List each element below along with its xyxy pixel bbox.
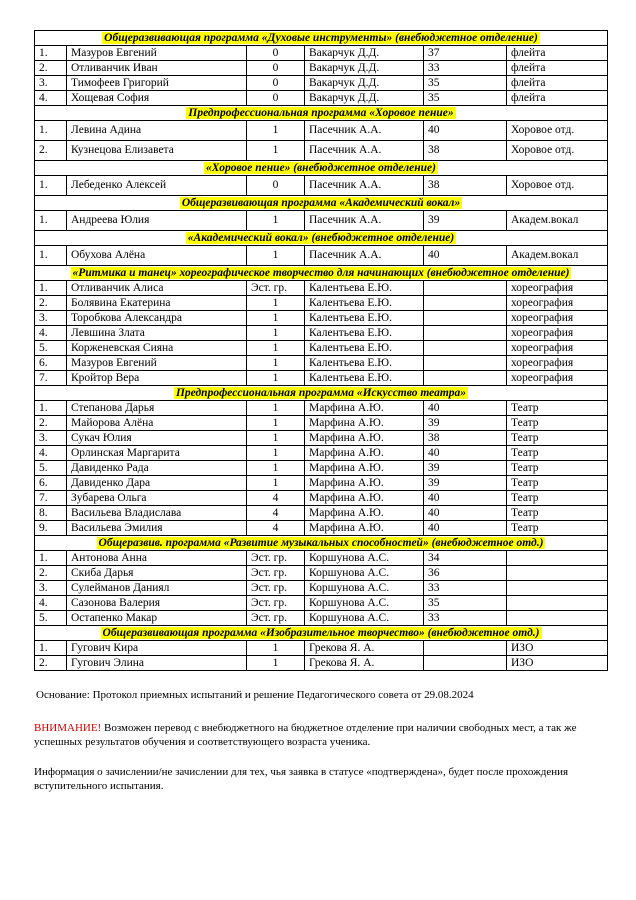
student-row: [35, 656, 608, 671]
student-row: [35, 461, 608, 476]
warning-text: Возможен перевод с внебюджетного на бюджетное отделение при наличии свободных мест, а так же успешных результатов обучения и соответствующего возраста ученика.: [34, 722, 577, 748]
department-cell: [507, 566, 608, 581]
student-name-cell: Давиденко Дара: [67, 476, 247, 491]
section-header-row: [35, 196, 608, 211]
score-cell: 40: [424, 401, 507, 416]
student-row: [35, 121, 608, 141]
section-header-cell: [35, 161, 608, 176]
student-row: [35, 611, 608, 626]
section-header-cell: [35, 536, 608, 551]
group-cell: Эст. гр.: [247, 596, 305, 611]
section-header-cell: [35, 196, 608, 211]
teacher-cell: Марфина А.Ю.: [305, 446, 424, 461]
student-row: [35, 581, 608, 596]
student-name-cell: Васильева Эмилия: [67, 521, 247, 536]
score-cell: [424, 296, 507, 311]
group-cell: 4: [247, 491, 305, 506]
row-number-cell: 5.: [35, 461, 67, 476]
teacher-cell: Калентьева Е.Ю.: [305, 356, 424, 371]
student-name-cell: Скиба Дарья: [67, 566, 247, 581]
section-title: Предпрофессиональная программа «Хоровое пение»: [188, 106, 454, 119]
score-cell: 40: [424, 246, 507, 266]
student-row: [35, 641, 608, 656]
student-row: [35, 341, 608, 356]
student-row: [35, 401, 608, 416]
enrollment-table-body: [35, 31, 608, 671]
row-number-cell: 4.: [35, 596, 67, 611]
student-name-cell: Андреева Юлия: [67, 211, 247, 231]
section-header-row: [35, 161, 608, 176]
department-cell: Театр: [507, 491, 608, 506]
score-cell: [424, 656, 507, 671]
teacher-cell: Пасечник А.А.: [305, 141, 424, 161]
score-cell: [424, 326, 507, 341]
section-header-cell: [35, 266, 608, 281]
score-cell: 39: [424, 461, 507, 476]
group-cell: 1: [247, 446, 305, 461]
row-number-cell: 4.: [35, 446, 67, 461]
student-row: [35, 371, 608, 386]
section-header-row: [35, 266, 608, 281]
score-cell: 34: [424, 551, 507, 566]
row-number-cell: 1.: [35, 551, 67, 566]
student-row: [35, 551, 608, 566]
student-row: [35, 61, 608, 76]
row-number-cell: 1.: [35, 401, 67, 416]
student-row: [35, 506, 608, 521]
department-cell: хореография: [507, 281, 608, 296]
student-row: [35, 246, 608, 266]
department-cell: Академ.вокал: [507, 211, 608, 231]
teacher-cell: Калентьева Е.Ю.: [305, 371, 424, 386]
student-row: [35, 596, 608, 611]
group-cell: 1: [247, 476, 305, 491]
teacher-cell: Вакарчук Д.Д.: [305, 91, 424, 106]
teacher-cell: Пасечник А.А.: [305, 211, 424, 231]
group-cell: 1: [247, 211, 305, 231]
department-cell: ИЗО: [507, 641, 608, 656]
row-number-cell: 2.: [35, 416, 67, 431]
teacher-cell: Калентьева Е.Ю.: [305, 326, 424, 341]
teacher-cell: Пасечник А.А.: [305, 121, 424, 141]
department-cell: флейта: [507, 46, 608, 61]
student-row: [35, 91, 608, 106]
student-name-cell: Хощевая София: [67, 91, 247, 106]
department-cell: хореография: [507, 326, 608, 341]
student-name-cell: Антонова Анна: [67, 551, 247, 566]
row-number-cell: 5.: [35, 341, 67, 356]
section-title: Общеразвив. программа «Развитие музыкальных способностей» (внебюджетное отд.): [98, 536, 544, 549]
department-cell: Хоровое отд.: [507, 121, 608, 141]
student-name-cell: Сулейманов Даниял: [67, 581, 247, 596]
student-name-cell: Левина Адина: [67, 121, 247, 141]
teacher-cell: Пасечник А.А.: [305, 176, 424, 196]
group-cell: 1: [247, 296, 305, 311]
score-cell: 39: [424, 476, 507, 491]
teacher-cell: Вакарчук Д.Д.: [305, 76, 424, 91]
student-name-cell: Сазонова Валерия: [67, 596, 247, 611]
department-cell: Театр: [507, 506, 608, 521]
group-cell: Эст. гр.: [247, 551, 305, 566]
teacher-cell: Марфина А.Ю.: [305, 506, 424, 521]
score-cell: 40: [424, 121, 507, 141]
group-cell: 1: [247, 371, 305, 386]
group-cell: 0: [247, 61, 305, 76]
section-header-cell: [35, 31, 608, 46]
teacher-cell: Марфина А.Ю.: [305, 461, 424, 476]
student-name-cell: Обухова Алёна: [67, 246, 247, 266]
department-cell: хореография: [507, 296, 608, 311]
score-cell: 37: [424, 46, 507, 61]
section-header-cell: [35, 626, 608, 641]
group-cell: 1: [247, 461, 305, 476]
student-row: [35, 141, 608, 161]
student-name-cell: Степанова Дарья: [67, 401, 247, 416]
department-cell: Театр: [507, 401, 608, 416]
department-cell: Хоровое отд.: [507, 141, 608, 161]
department-cell: хореография: [507, 311, 608, 326]
department-cell: хореография: [507, 341, 608, 356]
teacher-cell: Пасечник А.А.: [305, 246, 424, 266]
row-number-cell: 6.: [35, 356, 67, 371]
row-number-cell: 7.: [35, 371, 67, 386]
student-name-cell: Давиденко Рада: [67, 461, 247, 476]
student-name-cell: Кузнецова Елизавета: [67, 141, 247, 161]
student-row: [35, 76, 608, 91]
group-cell: Эст. гр.: [247, 581, 305, 596]
group-cell: Эст. гр.: [247, 566, 305, 581]
warning-note: [34, 721, 609, 749]
group-cell: 1: [247, 311, 305, 326]
score-cell: 40: [424, 491, 507, 506]
student-row: [35, 521, 608, 536]
row-number-cell: 1.: [35, 211, 67, 231]
student-name-cell: Кройтор Вера: [67, 371, 247, 386]
teacher-cell: Коршунова А.С.: [305, 581, 424, 596]
row-number-cell: 1.: [35, 176, 67, 196]
score-cell: [424, 311, 507, 326]
department-cell: [507, 596, 608, 611]
score-cell: 38: [424, 141, 507, 161]
section-title: Общеразвивающая программа «Изобразительное творчество» (внебюджетное отд.): [102, 626, 540, 639]
score-cell: 33: [424, 61, 507, 76]
teacher-cell: Калентьева Е.Ю.: [305, 311, 424, 326]
department-cell: флейта: [507, 91, 608, 106]
score-cell: 35: [424, 596, 507, 611]
teacher-cell: Коршунова А.С.: [305, 596, 424, 611]
department-cell: [507, 581, 608, 596]
row-number-cell: 2.: [35, 656, 67, 671]
student-name-cell: Болявина Екатерина: [67, 296, 247, 311]
teacher-cell: Марфина А.Ю.: [305, 431, 424, 446]
department-cell: хореография: [507, 371, 608, 386]
student-row: [35, 476, 608, 491]
student-name-cell: Тимофеев Григорий: [67, 76, 247, 91]
group-cell: 1: [247, 641, 305, 656]
score-cell: 36: [424, 566, 507, 581]
teacher-cell: Коршунова А.С.: [305, 551, 424, 566]
student-name-cell: Лебеденко Алексей: [67, 176, 247, 196]
student-name-cell: Мазуров Евгений: [67, 356, 247, 371]
department-cell: Театр: [507, 446, 608, 461]
teacher-cell: Калентьева Е.Ю.: [305, 281, 424, 296]
section-title: Предпрофессиональная программа «Искусство театра»: [175, 386, 467, 399]
student-row: [35, 176, 608, 196]
score-cell: 39: [424, 211, 507, 231]
score-cell: [424, 341, 507, 356]
score-cell: 38: [424, 176, 507, 196]
row-number-cell: 6.: [35, 476, 67, 491]
row-number-cell: 3.: [35, 581, 67, 596]
teacher-cell: Калентьева Е.Ю.: [305, 296, 424, 311]
score-cell: 33: [424, 581, 507, 596]
department-cell: Хоровое отд.: [507, 176, 608, 196]
section-title: «Академический вокал» (внебюджетное отделение): [187, 231, 455, 244]
student-name-cell: Корженевская Сияна: [67, 341, 247, 356]
group-cell: Эст. гр.: [247, 281, 305, 296]
department-cell: Театр: [507, 431, 608, 446]
score-cell: [424, 371, 507, 386]
group-cell: 0: [247, 76, 305, 91]
info-note: Информация о зачислении/не зачислении для тех, чья заявка в статусе «подтверждена», будет после прохождения вступительного испытания.: [34, 766, 569, 792]
score-cell: 39: [424, 416, 507, 431]
student-name-cell: Гугович Кира: [67, 641, 247, 656]
row-number-cell: 3.: [35, 431, 67, 446]
department-cell: ИЗО: [507, 656, 608, 671]
teacher-cell: Марфина А.Ю.: [305, 521, 424, 536]
student-row: [35, 416, 608, 431]
student-name-cell: Торобкова Александра: [67, 311, 247, 326]
section-header-row: [35, 626, 608, 641]
student-name-cell: Отливанчик Алиса: [67, 281, 247, 296]
teacher-cell: Коршунова А.С.: [305, 611, 424, 626]
department-cell: Театр: [507, 416, 608, 431]
section-title: «Хоровое пение» (внебюджетное отделение): [206, 161, 436, 174]
student-name-cell: Майорова Алёна: [67, 416, 247, 431]
student-row: [35, 356, 608, 371]
group-cell: 4: [247, 506, 305, 521]
row-number-cell: 3.: [35, 311, 67, 326]
row-number-cell: 3.: [35, 76, 67, 91]
teacher-cell: Грекова Я. А.: [305, 641, 424, 656]
teacher-cell: Марфина А.Ю.: [305, 416, 424, 431]
student-row: [35, 211, 608, 231]
teacher-cell: Вакарчук Д.Д.: [305, 46, 424, 61]
student-row: [35, 326, 608, 341]
row-number-cell: 2.: [35, 61, 67, 76]
group-cell: Эст. гр.: [247, 611, 305, 626]
teacher-cell: Коршунова А.С.: [305, 566, 424, 581]
department-cell: флейта: [507, 61, 608, 76]
group-cell: 4: [247, 521, 305, 536]
score-cell: 40: [424, 521, 507, 536]
department-cell: Театр: [507, 476, 608, 491]
row-number-cell: 9.: [35, 521, 67, 536]
student-row: [35, 431, 608, 446]
section-header-cell: [35, 231, 608, 246]
section-header-row: [35, 106, 608, 121]
student-name-cell: Зубарева Ольга: [67, 491, 247, 506]
department-cell: хореография: [507, 356, 608, 371]
student-row: [35, 46, 608, 61]
warning-word: ВНИМАНИЕ!: [34, 722, 102, 734]
section-header-row: [35, 536, 608, 551]
score-cell: [424, 281, 507, 296]
student-name-cell: Остапенко Макар: [67, 611, 247, 626]
group-cell: 1: [247, 431, 305, 446]
section-header-cell: [35, 386, 608, 401]
score-cell: 38: [424, 431, 507, 446]
student-row: [35, 566, 608, 581]
student-name-cell: Васильева Владислава: [67, 506, 247, 521]
group-cell: 1: [247, 121, 305, 141]
score-cell: 35: [424, 76, 507, 91]
student-row: [35, 296, 608, 311]
row-number-cell: 1.: [35, 641, 67, 656]
teacher-cell: Марфина А.Ю.: [305, 401, 424, 416]
group-cell: 1: [247, 326, 305, 341]
department-cell: [507, 611, 608, 626]
group-cell: 1: [247, 341, 305, 356]
group-cell: 0: [247, 176, 305, 196]
department-cell: Академ.вокал: [507, 246, 608, 266]
basis-note: Основание: Протокол приемных испытаний и решение Педагогического совета от 29.08.2024: [36, 689, 474, 701]
group-cell: 1: [247, 356, 305, 371]
row-number-cell: 2.: [35, 296, 67, 311]
group-cell: 0: [247, 91, 305, 106]
department-cell: [507, 551, 608, 566]
section-title: Общеразвивающая программа «Академический вокал»: [181, 196, 461, 209]
group-cell: 0: [247, 46, 305, 61]
section-header-row: [35, 231, 608, 246]
student-row: [35, 311, 608, 326]
student-name-cell: Левшина Злата: [67, 326, 247, 341]
section-title: Общеразвивающая программа «Духовые инструменты» (внебюджетное отделение): [104, 31, 538, 44]
teacher-cell: Калентьева Е.Ю.: [305, 341, 424, 356]
student-name-cell: Сукач Юлия: [67, 431, 247, 446]
teacher-cell: Марфина А.Ю.: [305, 491, 424, 506]
department-cell: флейта: [507, 76, 608, 91]
row-number-cell: 1.: [35, 246, 67, 266]
group-cell: 1: [247, 246, 305, 266]
score-cell: 40: [424, 446, 507, 461]
section-header-row: [35, 386, 608, 401]
section-header-cell: [35, 106, 608, 121]
score-cell: 35: [424, 91, 507, 106]
student-row: [35, 446, 608, 461]
group-cell: 1: [247, 141, 305, 161]
department-cell: Театр: [507, 461, 608, 476]
enrollment-table: [34, 30, 608, 671]
row-number-cell: 4.: [35, 91, 67, 106]
row-number-cell: 8.: [35, 506, 67, 521]
row-number-cell: 1.: [35, 46, 67, 61]
row-number-cell: 5.: [35, 611, 67, 626]
teacher-cell: Марфина А.Ю.: [305, 476, 424, 491]
student-row: [35, 281, 608, 296]
row-number-cell: 2.: [35, 141, 67, 161]
row-number-cell: 1.: [35, 281, 67, 296]
group-cell: 1: [247, 416, 305, 431]
student-name-cell: Отливанчик Иван: [67, 61, 247, 76]
student-name-cell: Гугович Элина: [67, 656, 247, 671]
teacher-cell: Вакарчук Д.Д.: [305, 61, 424, 76]
score-cell: [424, 356, 507, 371]
student-row: [35, 491, 608, 506]
score-cell: [424, 641, 507, 656]
student-name-cell: Мазуров Евгений: [67, 46, 247, 61]
score-cell: 33: [424, 611, 507, 626]
row-number-cell: 7.: [35, 491, 67, 506]
department-cell: Театр: [507, 521, 608, 536]
section-header-row: [35, 31, 608, 46]
row-number-cell: 4.: [35, 326, 67, 341]
section-title: «Ритмика и танец» хореографическое творчество для начинающих (внебюджетное отделение): [72, 266, 570, 279]
row-number-cell: 2.: [35, 566, 67, 581]
teacher-cell: Грекова Я. А.: [305, 656, 424, 671]
score-cell: 40: [424, 506, 507, 521]
group-cell: 1: [247, 656, 305, 671]
student-name-cell: Орлинская Маргарита: [67, 446, 247, 461]
row-number-cell: 1.: [35, 121, 67, 141]
group-cell: 1: [247, 401, 305, 416]
enrollment-sheet: [34, 30, 607, 671]
